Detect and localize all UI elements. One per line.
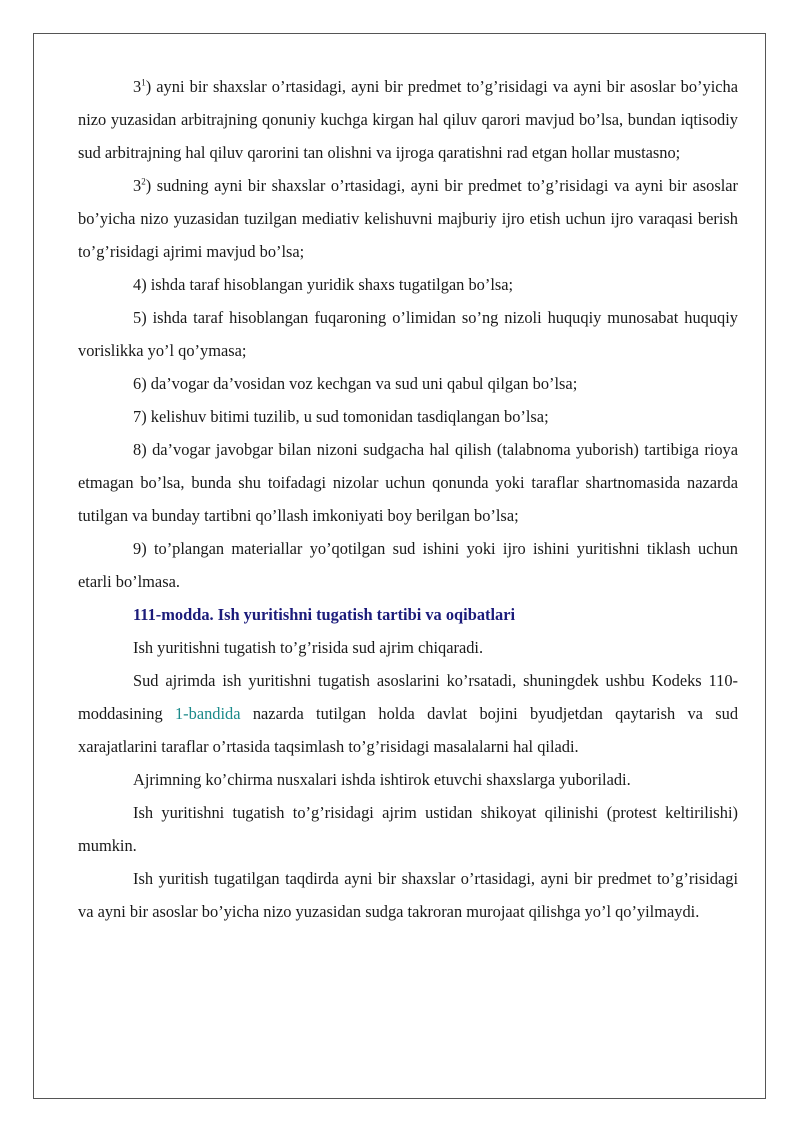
- document-body: [78, 70, 738, 928]
- article-heading: 111-modda. Ish yuritishni tugatish tartibi va oqibatlari: [133, 605, 516, 624]
- item-3-1: [78, 70, 738, 169]
- article-paragraph-2: [78, 664, 738, 763]
- item-4: 4) ishda taraf hisoblangan yuridik shaxs tugatilgan bo’lsa;: [133, 275, 514, 294]
- item-3-2: [78, 169, 738, 268]
- article-paragraph-1: Ish yuritishni tugatish to’g’risida sud ajrim chiqaradi.: [133, 638, 484, 657]
- article-paragraph-5: Ish yuritish tugatilgan taqdirda ayni bir shaxslar o’rtasidagi, ayni bir predmet to’g’risidagi va ayni bir asoslar bo’yicha nizo yuzasidan sudga takroran murojaat qilishga yo’l qo’yilmaydi.: [78, 869, 738, 921]
- item-9: 9) to’plangan materiallar yo’qotilgan sud ishini yoki ijro ishini yuritishni tiklash uchun etarli bo’lmasa.: [78, 539, 738, 591]
- item-6: 6) da’vogar da’vosidan voz kechgan va sud uni qabul qilgan bo’lsa;: [133, 374, 578, 393]
- item-number: 3: [133, 77, 142, 96]
- bandida-link[interactable]: 1-bandida: [174, 704, 241, 723]
- item-5: 5) ishda taraf hisoblangan fuqaroning o’limidan so’ng nizoli huquqiy munosabat huquqiy vorislikka yo’l qo’ymasa;: [78, 308, 738, 360]
- item-superscript: 2: [141, 176, 146, 187]
- item-superscript: 1: [141, 77, 146, 88]
- item-8: 8) da’vogar javobgar bilan nizoni sudgacha hal qilish (talabnoma yuborish) tartibiga rioya etmagan bo’lsa, bunda shu toifadagi nizolar uchun qonunda yoki taraflar shartnomasida nazarda tutilgan va bunday tartibni qo’llash imkoniyati boy berilgan bo’lsa;: [78, 440, 738, 525]
- article-paragraph-3: Ajrimning ko’chirma nusxalari ishda ishtirok etuvchi shaxslarga yuboriladi.: [133, 770, 631, 789]
- item-number: 3: [133, 176, 142, 195]
- item-text: ) sudning ayni bir shaxslar o’rtasidagi, ayni bir predmet to’g’risidagi va ayni bir asoslar bo’yicha nizo yuzasidan tuzilgan mediativ kelishuvni majburiy ijro etish uchun ijro varaqasi berish to’g’risidagi ajrimi mavjud bo’lsa;: [78, 176, 738, 261]
- article-paragraph-4: Ish yuritishni tugatish to’g’risidagi ajrim ustidan shikoyat qilinishi (protest keltirilishi) mumkin.: [78, 803, 738, 855]
- paragraph-text: Sud ajrimda ish yuritishni tugatish asoslarini ko’rsatadi, shuningdek ushbu Kodeks 110-moddasining: [78, 671, 738, 723]
- item-text: ) ayni bir shaxslar o’rtasidagi, ayni bir predmet to’g’risidagi va ayni bir asoslar bo’yicha nizo yuzasidan arbitrajning qonuniy kuchga kirgan hal qiluv qarori mavjud bo’lsa, bundan iqtisodiy sud arbitrajning hal qiluv qarorini tan olishni va ijroga qaratishni rad etgan hollar mustasno;: [78, 77, 738, 162]
- item-7: 7) kelishuv bitimi tuzilib, u sud tomonidan tasdiqlangan bo’lsa;: [133, 407, 549, 426]
- paragraph-text: nazarda tutilgan holda davlat bojini byudjetdan qaytarish va sud xarajatlarini taraflar o’rtasida taqsimlash to’g’risidagi masalalarni hal qiladi.: [78, 704, 739, 756]
